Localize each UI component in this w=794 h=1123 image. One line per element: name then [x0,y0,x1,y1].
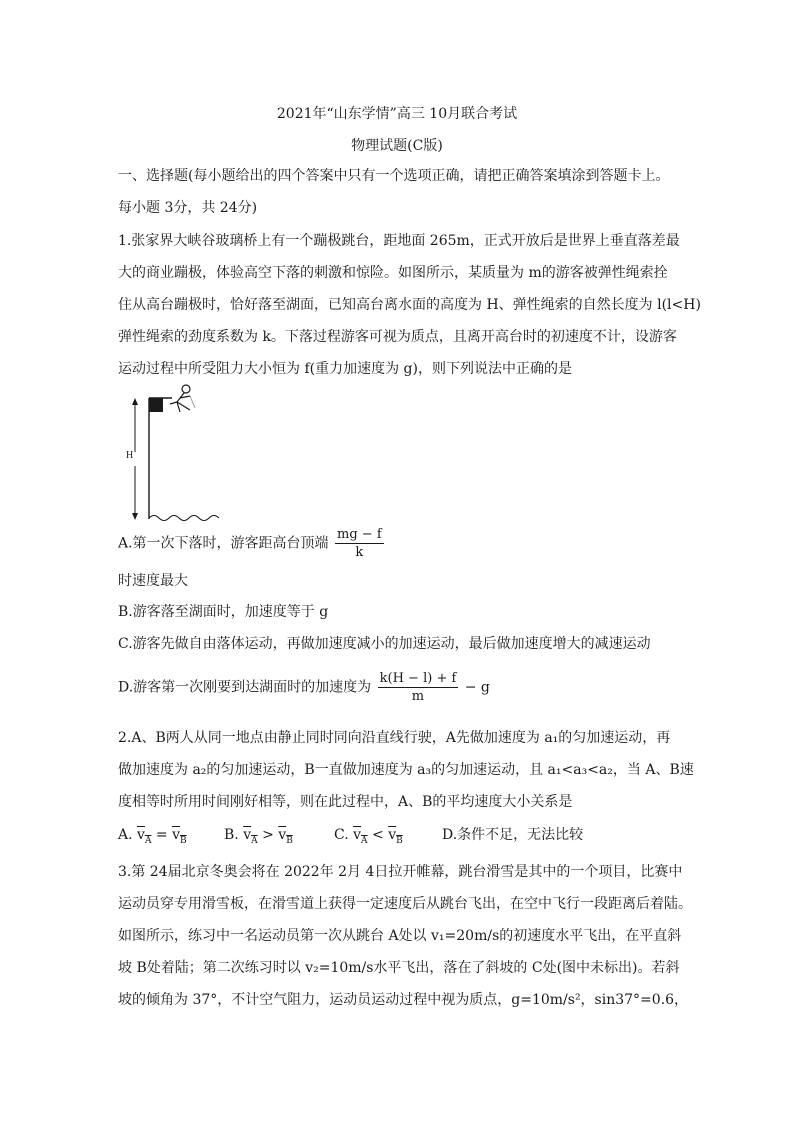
q2-option-c [334,825,403,851]
q1-option-a-fraction [335,526,384,561]
q1-line: 运动过程中所受阻力大小恒为 f(重力加速度为 g)，则下列说法中正确的是 [118,361,572,377]
v-subscript: B [180,835,187,846]
relation-sign: = [155,827,168,843]
section-heading-line1: 一、选择题(每小题给出的四个答案中只有一个选项正确，请把正确答案填涂到答题卡上。 [118,168,670,184]
fraction-denominator: k [355,545,364,560]
v-subscript: B [286,835,293,846]
v-symbol: v [353,827,362,843]
q3-line: 3.第 24届北京冬奥会将在 2022年 2月 4日拉开帷幕，跳台滑雪是其中的一个项目，比赛中 [118,864,683,880]
avg-velocity-b [388,827,403,846]
fraction-denominator: m [411,689,425,704]
q3-line: 运动员穿专用滑雪板，在滑雪道上获得一定速度后从跳台飞出，在空中飞行一段距离后着陆。 [118,896,692,912]
v-symbol: v [137,827,145,843]
q1-option-a-text: A.第一次下落时，游客距高台顶端 [118,535,329,552]
v-subscript: A [251,835,258,846]
bungee-figure [120,382,230,522]
fraction-numerator: mg − f [337,527,382,542]
q1-option-d-text: D.游客第一次刚要到达湖面时的加速度为 [118,679,372,696]
option-label: B. [224,827,239,843]
exam-subtitle: 物理试题(C版) [351,138,443,154]
q2-option-a [118,825,187,851]
q1-option-a [118,526,386,561]
option-label: A. [118,827,133,843]
q2-option-d: D.条件不足，无法比较 [442,827,584,843]
v-subscript: A [361,835,368,846]
relation-sign: < [372,827,384,843]
q1-line: 1.张家界大峡谷玻璃桥上有一个蹦极跳台，距地面 265m，正式开放后是世界上垂直落差最 [118,233,680,249]
q1-option-a-continued: 时速度最大 [118,573,188,589]
relation-sign: > [262,827,274,843]
q1-option-d-suffix: − g [464,679,490,696]
avg-velocity-b [278,827,293,846]
q1-line: 住从高台蹦极时，恰好落至湖面，已知高台离水面的高度为 H、弹性绳索的自然长度为 l(l<H) [118,297,701,313]
q2-line: 2.A、B两人从同一地点由静止同时同向沿直线行驶，A先做加速度为 a₁的匀加速运动，再 [118,730,671,746]
option-label: C. [334,827,349,843]
q1-option-c: C.游客先做自由落体运动，再做加速度减小的加速运动，最后做加速度增大的减速运动 [118,636,651,652]
q3-line: 如图所示，练习中一名运动员第一次从跳台 A处以 v₁=20m/s的初速度水平飞出，在平直斜 [118,928,682,944]
v-subscript: A [144,835,152,846]
avg-velocity-a [353,827,368,846]
v-symbol: v [243,827,252,843]
q1-line: 弹性绳索的劲度系数为 k。下落过程游客可视为质点，且离开高台时的初速度不计，设游客 [118,329,677,345]
q2-option-b [224,825,293,851]
q3-line: 坡的倾角为 37°，不计空气阻力，运动员运动过程中视为质点，g=10m/s²，sin37°=0.6， [118,992,689,1008]
avg-velocity-b [172,827,187,846]
v-symbol: v [278,827,287,843]
q1-option-d-fraction [378,670,459,705]
v-subscript: B [396,835,403,846]
avg-velocity-a [137,827,152,846]
q1-option-b: B.游客落至湖面时，加速度等于 g [118,604,329,620]
q1-option-d [118,670,490,705]
section-heading-line2: 每小题 3分，共 24分) [118,200,258,216]
q2-line: 度相等时所用时间刚好相等，则在此过程中，A、B的平均速度大小关系是 [118,794,573,810]
exam-title: 2021年“山东学情”高三 10月联合考试 [276,106,518,122]
q1-line: 大的商业蹦极，体验高空下落的刺激和惊险。如图所示，某质量为 m的游客被弹性绳索拴 [118,265,668,281]
figure-height-label: H [126,450,134,461]
fraction-numerator: k(H − l) + f [379,671,457,686]
v-symbol: v [388,827,397,843]
avg-velocity-a [243,827,258,846]
v-symbol: v [172,827,180,843]
q2-line: 做加速度为 a₂的匀加速运动，B一直做加速度为 a₃的匀加速运动，且 a₁<a₃<a₂，当 A、B速 [118,762,694,778]
q3-line: 坡 B处着陆；第二次练习时以 v₂=10m/s水平飞出，落在了斜坡的 C处(图中未标出)。若斜 [118,960,680,976]
